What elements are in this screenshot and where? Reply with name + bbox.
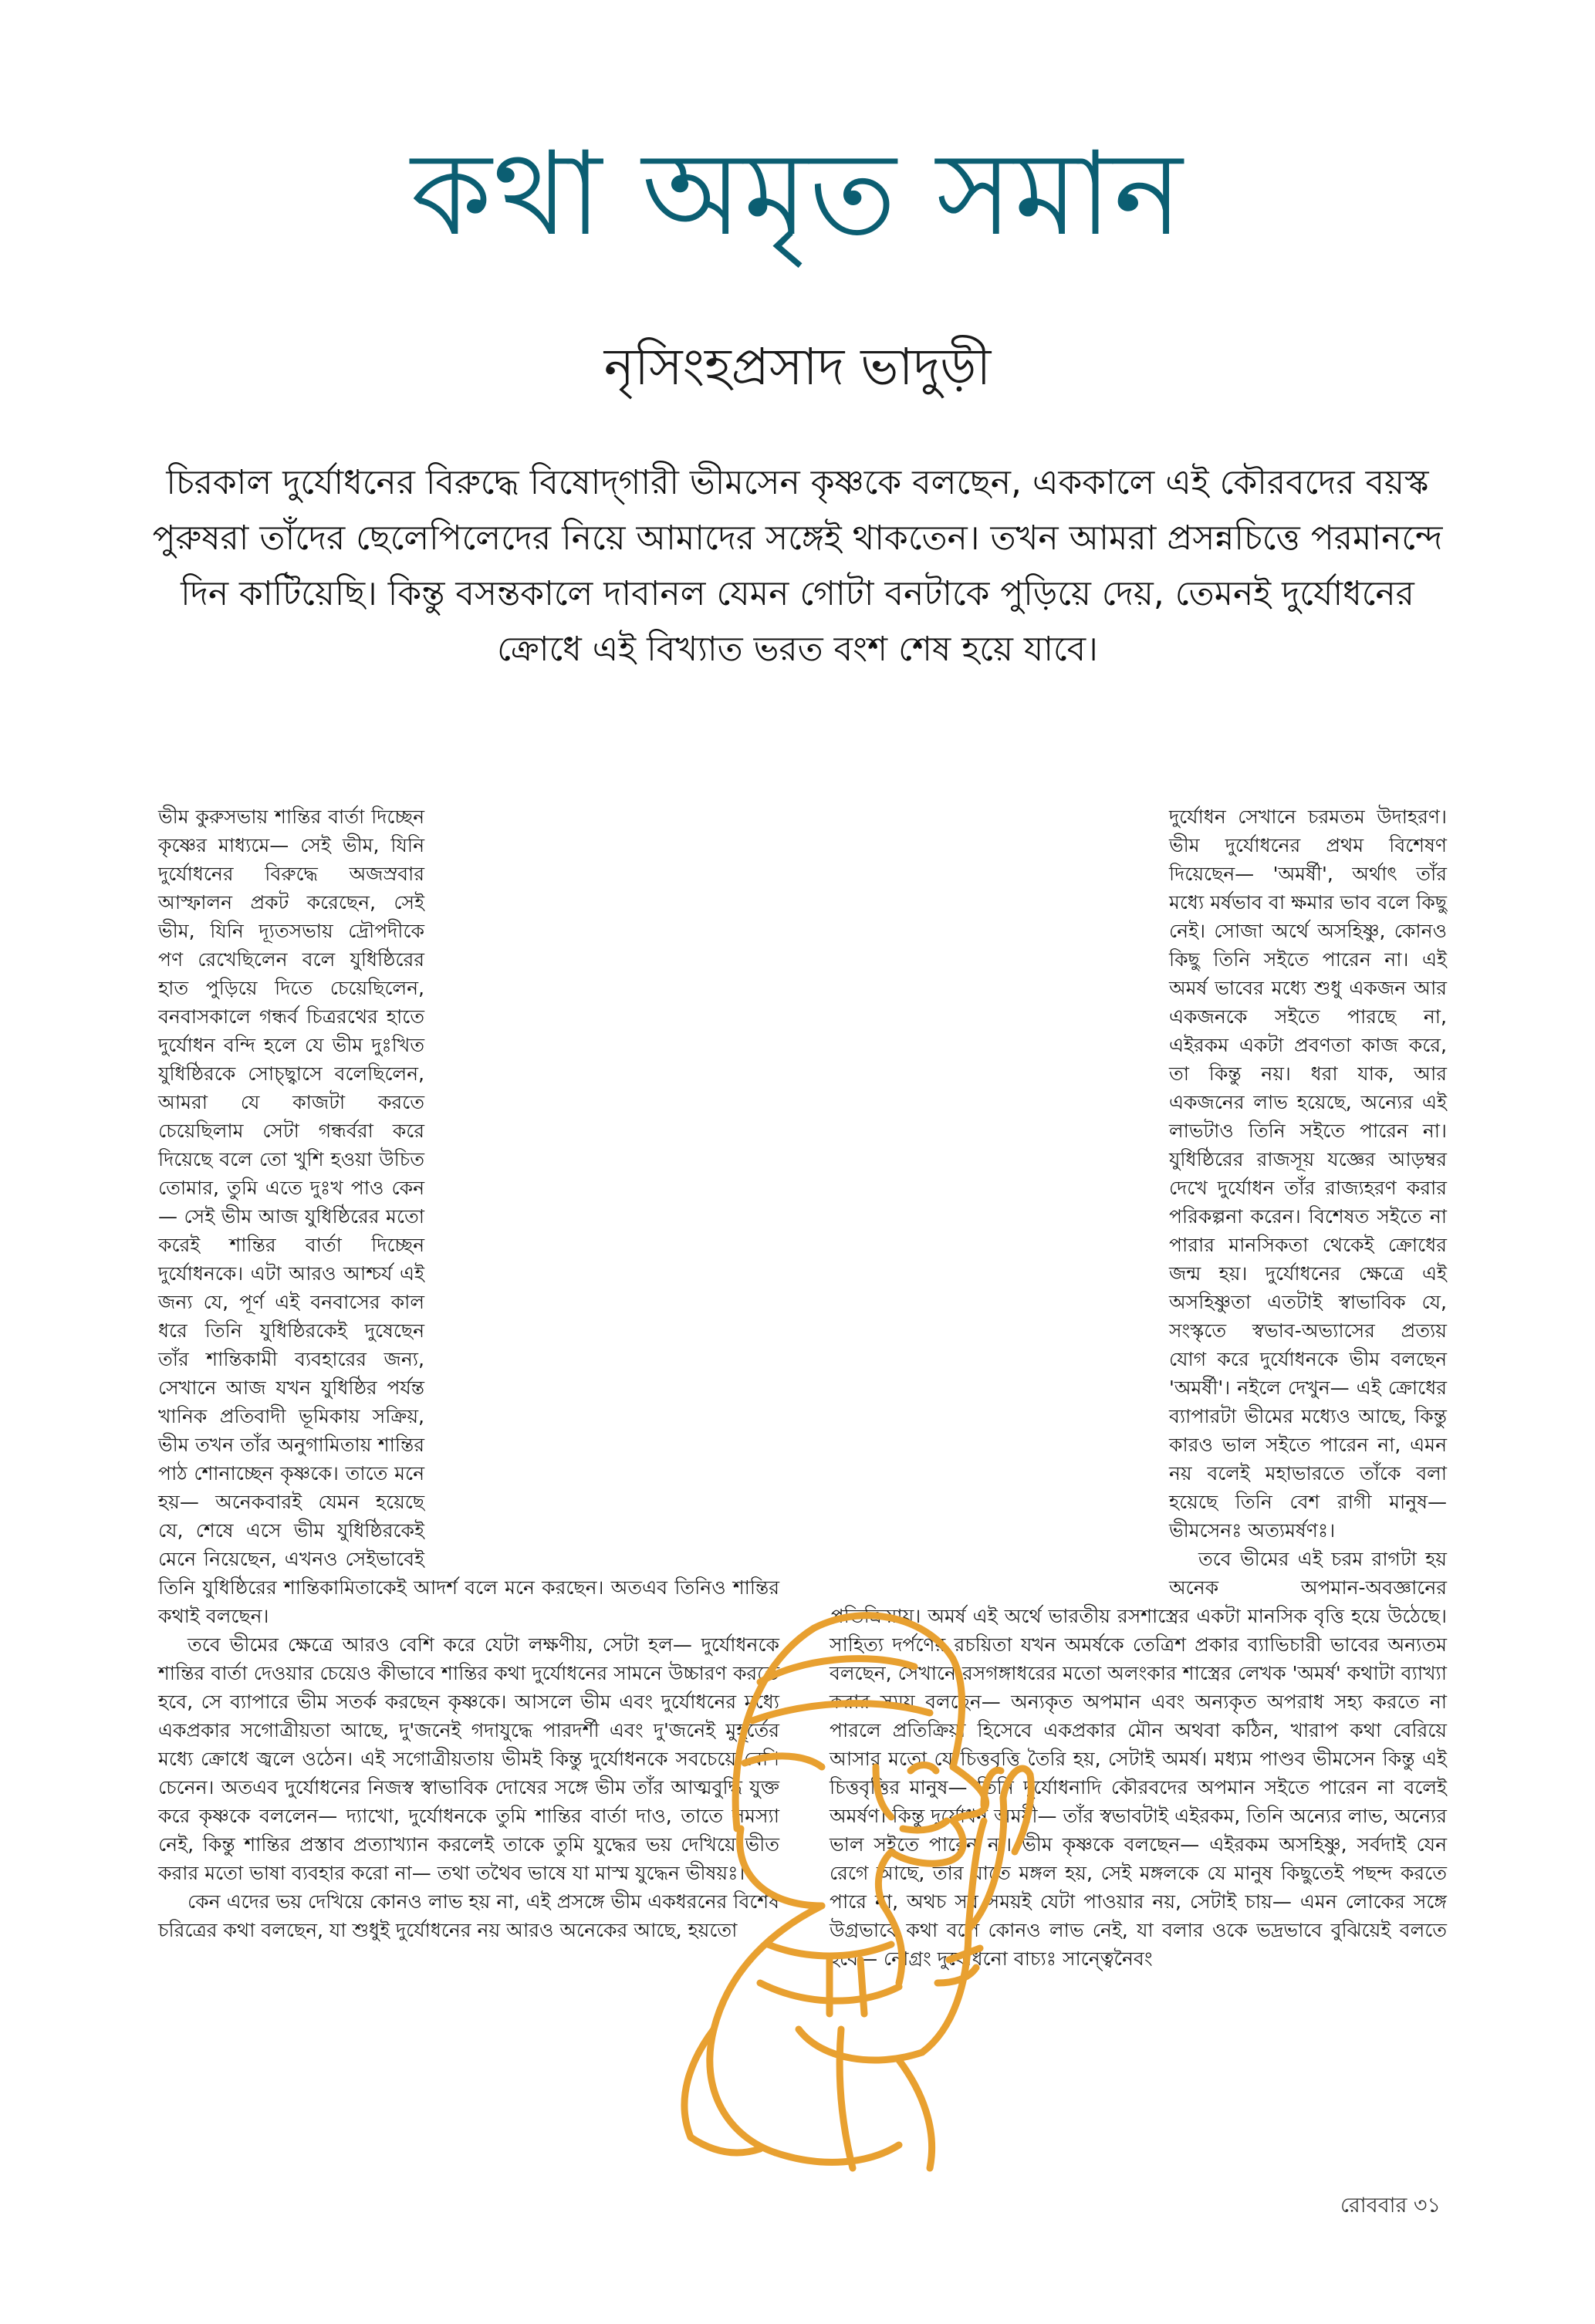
lede-paragraph: চিরকাল দুর্যোধনের বিরুদ্ধে বিষোদ্‌গারী ভীমসেন কৃষ্ণকে বলছেন, এককালে এই কৌরবদের বয়স্ক পুরুষরা তাঁদের ছেলেপিলেদের নিয়ে আমাদের সঙ্গেই থাকতেন। তখন আমরা প্রসন্নচিত্তে পরমানন্দে দিন কাটিয়েছি। কিন্তু বসন্তকালে দাবানল যেমন গোটা বনটাকে পুড়িয়ে দেয়, তেমনই দুর্যোধনের ক্রোধে এই বিখ্যাত ভরত বংশ শেষ হয়ে যাবে।: [152, 463, 1443, 669]
article-title: কথা অমৃত সমান: [411, 127, 1184, 262]
body-paragraph: ভীম কুরুসভায় শান্তির বার্তা দিচ্ছেন কৃষ্ণের মাধ্যমে— সেই ভীম, যিনি দুর্যোধনের বিরুদ্ধে অজস্রবার আস্ফালন প্রকট করেছেন, সেই ভীম, যিনি দ্যূতসভায় দ্রৌপদীকে পণ রেখেছিলেন বলে যুধিষ্ঠিরের হাত পুড়িয়ে দিতে চেয়েছিলেন, বনবাসকালে গন্ধর্ব চিত্ররথের হাতে দুর্যোধন বন্দি হলে যে ভীম দুঃখিত যুধিষ্ঠিরকে সোচ্ছ্বাসে বলেছিলেন, আমরা যে কাজটা করতে চেয়েছিলাম সেটা গন্ধর্বরা করে দিয়েছে বলে তো খুশি হওয়া উচিত তোমার, তুমি এতে দুঃখ পাও কেন— সেই ভীম আজ যুধিষ্ঠিরের মতো করেই শান্তির বার্তা দিচ্ছেন দুর্যোধনকে। এটা আরও আশ্চর্য এই জন্য যে, পূর্ণ এই বনবাসের কাল ধরে তিনি যুধিষ্ঠিরকেই দুষেছেন তাঁর শান্তিকামী ব্যবহারের জন্য, সেখানে আজ যখন যুধিষ্ঠির পর্যন্ত খানিক প্রতিবাদী ভূমিকায় সক্রিয়, ভীম তখন তাঁর অনুগামিতায় শান্তির পাঠ শোনাচ্ছেন কৃষ্ণকে। তাতে মনে হয়— অনেকবারই যেমন হয়েছে যে, শেষে এসে ভীম যুধিষ্ঠিরকেই মেনে নিয়েছেন, এখনও সেইভাবেই তিনি যুধিষ্ঠিরের শান্তিকামিতাকেই আদর্শ বলে মনে করছেন। অতএব তিনিও শান্তির কথাই বলছেন।: [158, 806, 779, 1627]
body-paragraph: দুর্যোধন সেখানে চরমতম উদাহরণ। ভীম দুর্যোধনের প্রথম বিশেষণ দিয়েছেন— 'অমর্ষী', অর্থাৎ তাঁর মধ্যে মর্ষভাব বা ক্ষমার ভাব বলে কিছু নেই। সোজা অর্থে অসহিষ্ণু, কোনও কিছু তিনি সইতে পারেন না। এই অমর্ষ ভাবের মধ্যে শুধু একজন আর একজনকে সইতে পারছে না, এইরকম একটা প্রবণতা কাজ করে, তা কিন্তু নয়। ধরা যাক, আর একজনের লাভ হয়েছে, অন্যের এই লাভটাও তিনি সইতে পারেন না। যুধিষ্ঠিরের রাজসূয় যজ্ঞের আড়ম্বর দেখে দুর্যোধন তাঁর রাজ্যহরণ করার পরিকল্পনা করেন। বিশেষত সইতে না পারার মানসিকতা থেকেই ক্রোধের জন্ম হয়। দুর্যোধনের ক্ষেত্রে এই অসহিষ্ণুতা এতটাই স্বাভাবিক যে, সংস্কৃতে স্বভাব-অভ্যাসের প্রত্যয় যোগ করে দুর্যোধনকে ভীম বলছেন 'অমর্ষী'। নইলে দেখুন— এই ক্রোধের ব্যাপারটা ভীমের মধ্যেও আছে, কিন্তু কারও ভাল সইতে পারেন না, এমন নয় বলেই মহাভারতে তাঁকে বলা হয়েছে তিনি বেশ রাগী মানুষ— ভীমসেনঃ অত্যমর্ষণঃ।: [1169, 806, 1447, 1542]
body-paragraph: তবে ভীমের ক্ষেত্রে আরও বেশি করে যেটা লক্ষণীয়, সেটা হল— দুর্যোধনকে শান্তির বার্তা দেওয়ার চেয়েও কীভাবে শান্তির কথা দুর্যোধনের সামনে উচ্চারণ করতে হবে, সে ব্যাপারে ভীম সতর্ক করছেন কৃষ্ণকে। আসলে ভীম এবং দুর্যোধনের মধ্যে একপ্রকার সগোত্রীয়তা আছে, দু'জনেই গদাযুদ্ধে পারদর্শী এবং দু'জনেই মুহূর্তের মধ্যে ক্রোধে জ্বলে ওঠেন। এই সগোত্রীয়তায় ভীমই কিন্তু দুর্যোধনকে সবচেয়ে বেশি চেনেন। অতএব দুর্যোধনের নিজস্ব স্বাভাবিক দোষের সঙ্গে ভীম তাঁর আত্মবুদ্ধি যুক্ত করে কৃষ্ণকে বললেন— দ্যাখো, দুর্যোধনকে তুমি শান্তির বার্তা দাও, তাতে সমস্যা নেই, কিন্তু শান্তির প্রস্তাব প্রত্যাখ্যান করলেই তাকে তুমি যুদ্ধের ভয় দেখিয়ে ভীত করার মতো ভাষা ব্যবহার করো না— তথা তথৈব ভাষে যা মাস্ম যুদ্ধেন ভীষয়ঃ।: [158, 1633, 779, 1884]
bhima-illustration: [644, 1597, 1046, 2184]
author-name: নৃসিংহপ্রসাদ ভাদুড়ী: [603, 337, 992, 397]
body-paragraph: কেন এদের ভয় দেখিয়ে কোনও লাভ হয় না, এই প্রসঙ্গে ভীম একধরনের বিশেষ চরিত্রের কথা বলছেন, যা শুধুই দুর্যোধনের নয় আরও অনেকের আছে, হয়তো: [158, 1890, 779, 1941]
illustration-space-right: [830, 802, 1169, 1582]
illustration-space-left: [424, 802, 779, 1559]
body-paragraph: তবে ভীমের এই চরম রাগটা হয় অনেক অপমান-অবজ্ঞানের প্রতিক্রিয়ায়। অমর্ষ এই অর্থে ভারতীয় রসশাস্ত্রের একটা মানসিক বৃত্তি হয়ে উঠেছে। সাহিত্য দর্পণের রচয়িতা যখন অমর্ষকে তেত্রিশ প্রকার ব্যাভিচারী ভাবের অন্যতম বলছেন, সেখানে রসগঙ্গাধরের মতো অলংকার শাস্ত্রের লেখক 'অমর্ষ' কথাটা ব্যাখ্যা করার সময় বলছেন— অন্যকৃত অপমান এবং অন্যকৃত অপরাধ সহ্য করতে না পারলে প্রতিক্রিয়া হিসেবে একপ্রকার মৌন অথবা কঠিন, খারাপ কথা বেরিয়ে আসার মতো যে চিত্তবৃত্তি তৈরি হয়, সেটাই অমর্ষ। মধ্যম পাণ্ডব ভীমসেন কিন্তু এই চিত্তবৃত্তির মানুষ— তিনি দুর্যোধনাদি কৌরবদের অপমান সইতে পারেন না বলেই অমর্ষণ। কিন্তু দুর্যোধন অমর্ষী— তাঁর স্বভাবটাই এইরকম, তিনি অন্যের লাভ, অন্যের ভাল সইতে পারেন না। ভীম কৃষ্ণকে বলছেন— এইরকম অসহিষ্ণু, সর্বদাই যেন রেগে আছে, তার যাতে মঙ্গল হয়, সেই মঙ্গলকে যে মানুষ কিছুতেই পছন্দ করতে পারে না, অথচ সব সময়ই যেটা পাওয়ার নয়, সেটাই চায়— এমন লোকের সঙ্গে উগ্রভাবে কথা বলে কোনও লাভ নেই, যা বলার ওকে ভদ্রভাবে বুঝিয়েই বলতে হবে— নোগ্রং দুর্যোধনো বাচ্যঃ সান্ত্বেনৈবং: [830, 1548, 1447, 1970]
page-footer: রোববার ৩১: [1340, 2194, 1441, 2218]
